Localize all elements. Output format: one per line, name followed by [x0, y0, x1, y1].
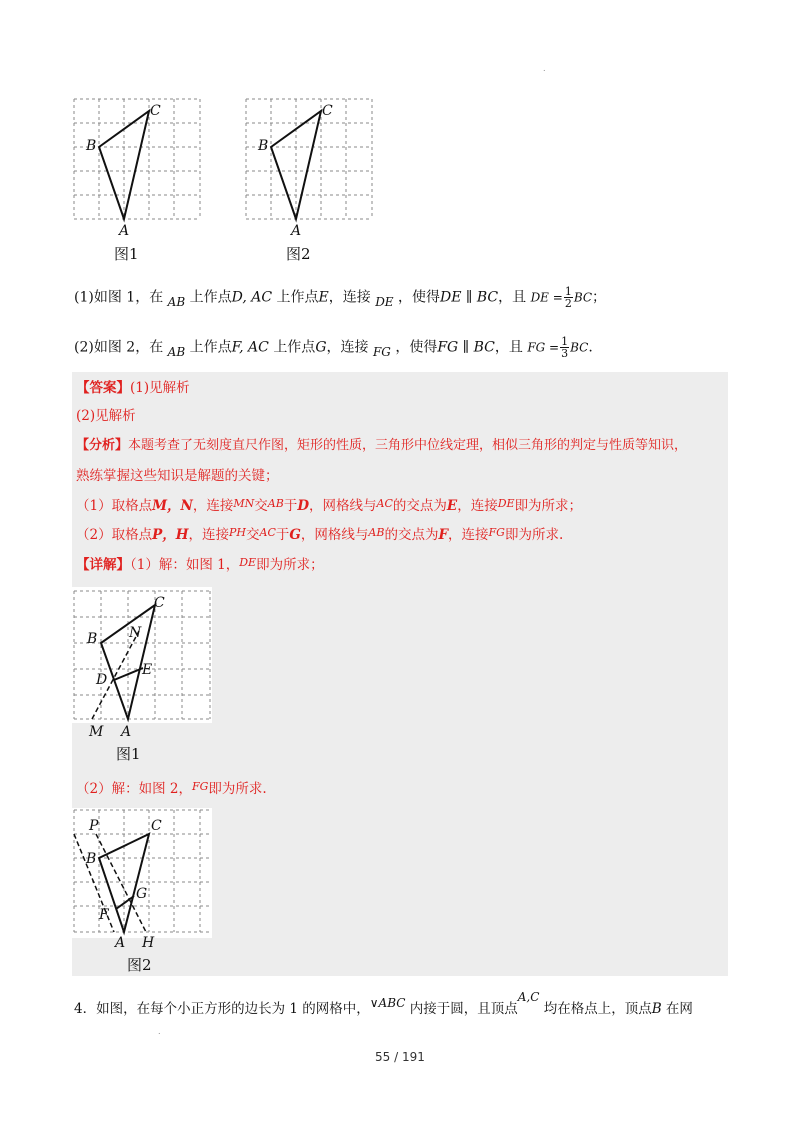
- question-1: (1)如图 1，在 AB 上作点D, AC 上作点E，连接 DE ，使得DE ∥ BC，且 DE = $\frac{1}{2}$ BC；: [74, 285, 607, 310]
- sol2-label-b: B: [86, 851, 97, 867]
- sol2-label-h: H: [142, 935, 155, 951]
- fig2-label-c: C: [322, 103, 333, 119]
- sol1-label-b: B: [87, 631, 98, 647]
- fig1-caption: 图1: [114, 245, 139, 263]
- sol2-label-c: C: [151, 818, 162, 834]
- analysis-step-2: （2）取格点P，H，连接$^{PH}$交$^{AC}$于G，网格线与$^{AB}$的交点为F，连接$^{FG}$即为所求.: [76, 526, 564, 543]
- sol1-caption: 图1: [116, 745, 141, 763]
- detail-line-2: （2）解：如图 2，$^{FG}$即为所求.: [76, 780, 267, 797]
- fig1-label-b: B: [86, 138, 97, 154]
- sol1-label-c: C: [154, 595, 165, 611]
- fig2-label-a: A: [291, 223, 302, 239]
- answer-line-2: (2)见解析: [76, 408, 136, 424]
- sol2-label-p: P: [89, 818, 99, 834]
- fig1-label-a: A: [119, 223, 130, 239]
- sol1-label-d: D: [96, 672, 108, 688]
- scan-mark: .: [543, 64, 546, 73]
- fig2-label-b: B: [258, 138, 269, 154]
- scan-mark-2: .: [158, 1027, 161, 1036]
- figure-1-grid: [72, 97, 202, 247]
- analysis-step-1: （1）取格点M，N，连接$^{MN}$交$^{AB}$于D，网格线与$^{AC}$的交点为E，连接$^{DE}$即为所求；: [76, 497, 583, 514]
- analysis-line-2: 熟练掌握这些知识是解题的关键；: [76, 468, 279, 484]
- sol1-label-a: A: [121, 724, 132, 740]
- page-number: 55 / 191: [375, 1050, 425, 1064]
- figure-2-grid: [244, 97, 374, 247]
- sol2-label-f: F: [99, 907, 109, 923]
- fig2-caption: 图2: [286, 245, 311, 263]
- fig1-label-c: C: [150, 103, 161, 119]
- sol2-label-g: G: [136, 886, 148, 902]
- sol1-label-m: M: [89, 724, 104, 740]
- solution-figure-1: [72, 587, 212, 723]
- sol2-label-a: A: [115, 935, 126, 951]
- detail-line-1: 【详解】（1）解：如图 1，$^{DE}$即为所求；: [76, 556, 324, 573]
- question-2: (2)如图 2，在 AB 上作点F, AC 上作点G，连接 FG ，使得FG ∥ BC，且 FG = $\frac{1}{3}$ BC.: [74, 335, 593, 360]
- sol1-label-e: E: [142, 662, 153, 678]
- analysis-line-1: 【分析】本题考查了无刻度直尺作图，矩形的性质，三角形中位线定理，相似三角形的判定与性质等知识，: [76, 438, 688, 453]
- sol2-caption: 图2: [127, 956, 152, 974]
- sol1-label-n: N: [129, 625, 142, 641]
- answer-line-1: 【答案】(1)见解析: [76, 380, 190, 396]
- question-4: 4．如图，在每个小正方形的边长为 1 的网格中，∨ABC 内接于圆，且顶点A,C 均在格点上，顶点B 在网: [74, 990, 693, 1017]
